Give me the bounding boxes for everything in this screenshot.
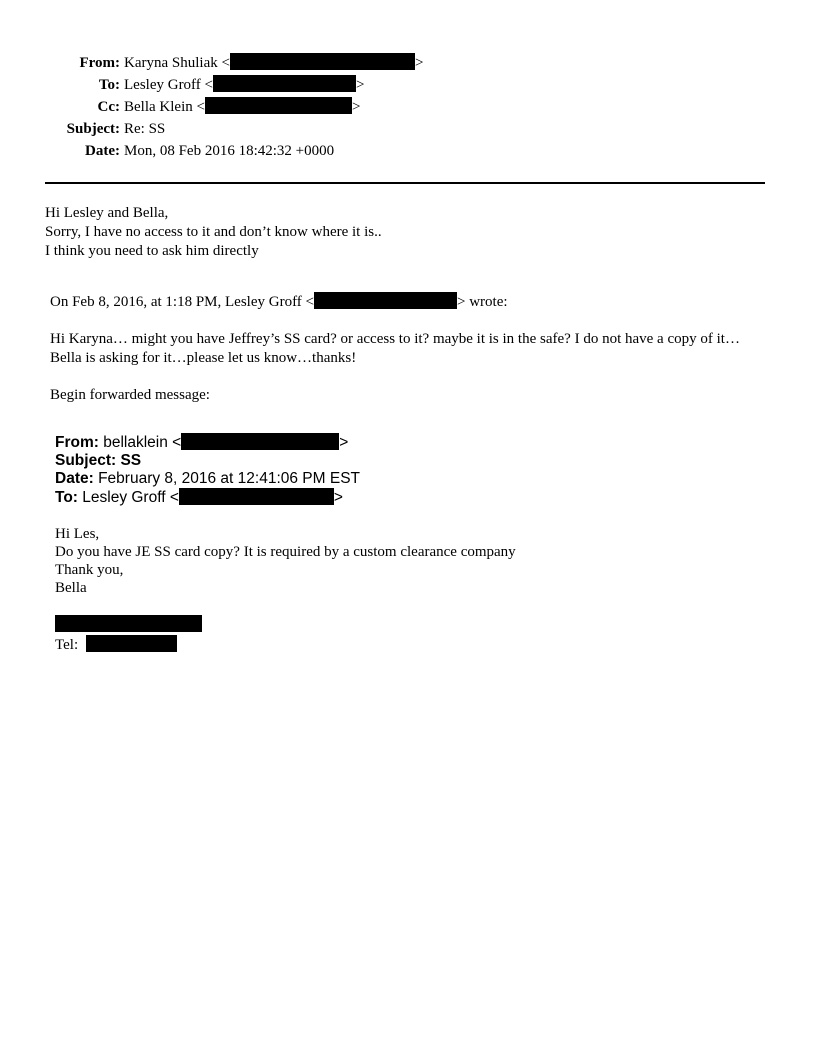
fwd-subject-value: SS [120,452,142,469]
fwd-from-row [55,433,360,452]
header-cc-row [0,97,816,119]
header-from-label: From: [79,55,120,71]
header-cc-label: Cc: [97,99,120,115]
header-from-close: > [414,55,424,71]
quote-attribution-suffix: > wrote: [457,294,508,310]
quote-attribution-prefix: On Feb 8, 2016, at 1:18 PM, Lesley Groff < [50,294,314,310]
header-cc-value: Bella Klein < [124,99,205,115]
header-to-label: To: [98,77,120,93]
reply-body [45,204,382,261]
header-subject-value: Re: SS [124,121,166,137]
fwd-subject-label: Subject: [55,452,117,469]
header-subject-label: Subject: [66,121,120,137]
begin-forwarded-label: Begin forwarded message: [50,387,210,403]
fwd-from-value: bellaklein < [103,434,182,451]
fwd-date-label: Date: [55,470,94,487]
redacted-email-block [181,433,339,450]
header-to-row [0,75,816,97]
original-line: Thank you, [55,562,124,578]
header-from-row [0,53,816,75]
signature [55,615,202,655]
redacted-email-block [314,292,457,309]
reply-line: I think you need to ask him directly [45,243,259,259]
email-header [0,53,816,163]
header-date-label: Date: [85,143,120,159]
header-date-value: Mon, 08 Feb 2016 18:42:32 +0000 [124,143,335,159]
fwd-to-row [55,488,360,507]
header-to-value: Lesley Groff < [124,77,213,93]
fwd-to-value: Lesley Groff < [82,489,179,506]
original-line: Bella [55,580,87,596]
header-date-row [0,141,816,163]
original-message [55,525,516,597]
header-cc-close: > [351,99,361,115]
fwd-from-label: From: [55,434,99,451]
fwd-date-value: February 8, 2016 at 12:41:06 PM EST [98,470,361,487]
fwd-to-close: > [333,489,343,506]
fwd-subject-row [55,452,360,470]
signature-tel-row [55,635,202,655]
reply-line: Hi Lesley and Bella, [45,205,169,221]
header-from-value: Karyna Shuliak < [124,55,230,71]
quote-body: Hi Karyna… might you have Jeffrey’s SS card? or access to it? maybe it is in the safe? I do not have a copy of it…Bella is asking for it…please let us know…thanks! [50,331,740,366]
redacted-email-block [205,97,352,114]
quote-attribution [50,292,770,312]
header-to-close: > [356,77,365,93]
reply-line: Sorry, I have no access to it and don’t know where it is.. [45,224,382,240]
redacted-phone-block [86,635,177,652]
fwd-date-row [55,470,360,488]
original-line: Do you have JE SS card copy? It is required by a custom clearance company [55,544,516,560]
header-divider [45,182,765,184]
redacted-signature-block [55,615,202,632]
forwarded-header [55,433,360,507]
redacted-email-block [213,75,356,92]
fwd-to-label: To: [55,489,78,506]
fwd-from-close: > [339,434,349,451]
original-line: Hi Les, [55,526,100,542]
redacted-email-block [179,488,334,505]
redacted-email-block [230,53,415,70]
header-subject-row [0,119,816,141]
signature-tel-label: Tel: [55,637,79,653]
quoted-message [50,292,770,405]
